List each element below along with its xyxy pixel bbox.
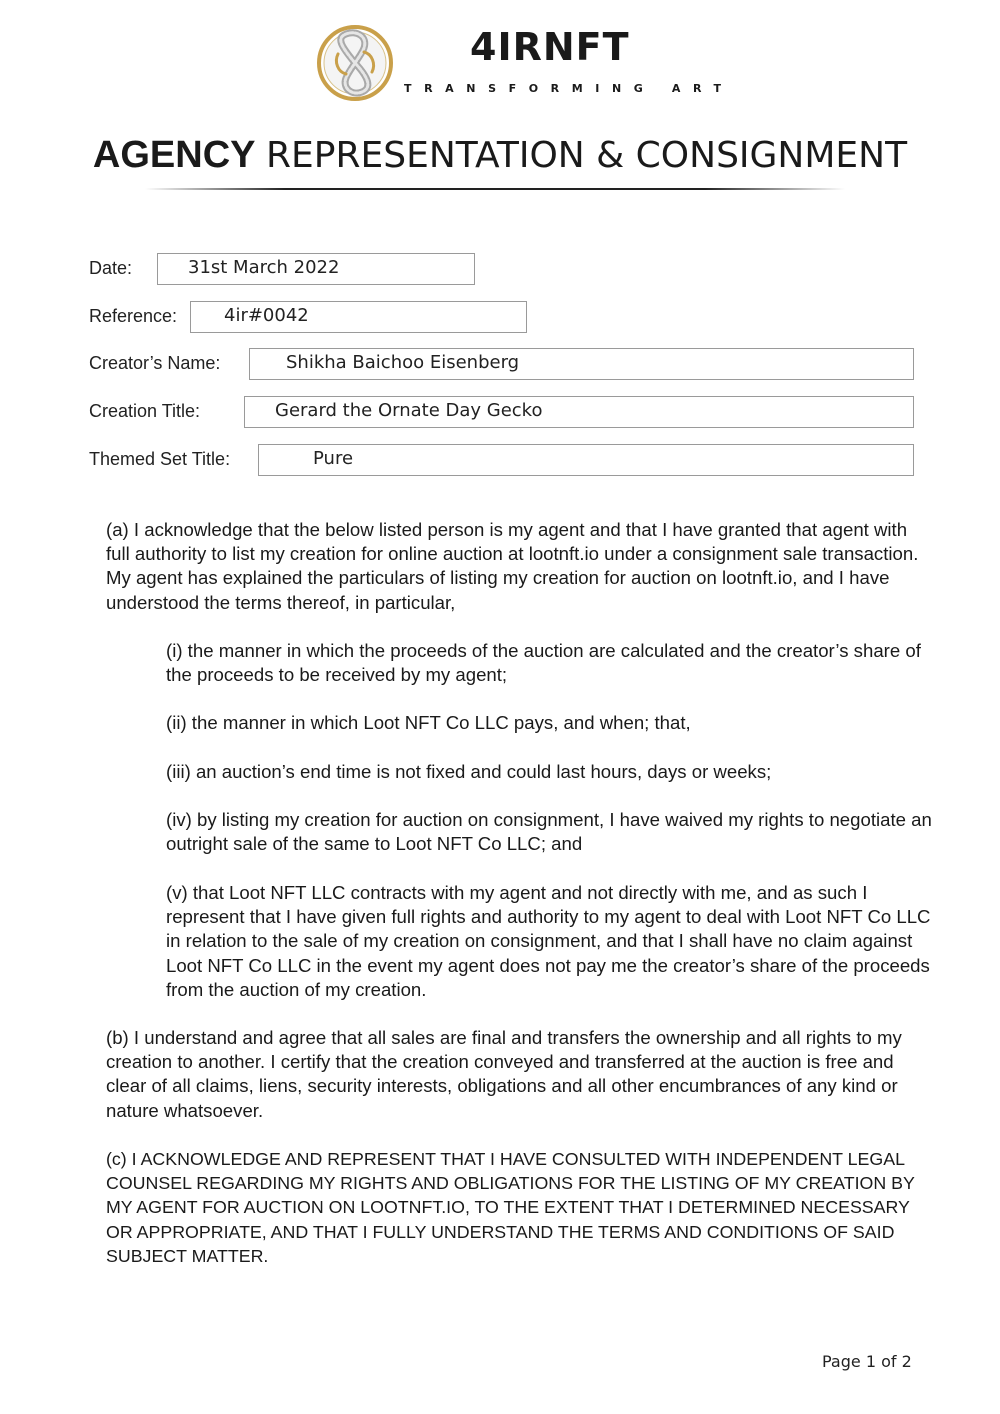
creator-name-value: Shikha Baichoo Eisenberg bbox=[286, 352, 520, 373]
creator-name-field[interactable] bbox=[249, 348, 914, 380]
title-rest: REPRESENTATION & CONSIGNMENT bbox=[266, 135, 908, 176]
creation-title-field[interactable] bbox=[244, 396, 914, 428]
brand-name: 4IRNFT bbox=[470, 25, 630, 69]
reference-field[interactable] bbox=[190, 301, 527, 333]
themed-set-title-field[interactable] bbox=[258, 444, 914, 476]
document-title bbox=[0, 136, 1000, 174]
brand-tagline: TRANSFORMING ART bbox=[404, 82, 734, 95]
date-field[interactable] bbox=[157, 253, 475, 285]
date-label: Date: bbox=[89, 258, 133, 278]
creation-title-value: Gerard the Ornate Day Gecko bbox=[275, 400, 543, 421]
reference-value: 4ir#0042 bbox=[224, 305, 309, 326]
themed-set-title-label: Themed Set Title: bbox=[89, 449, 231, 469]
clause-v: (v) that Loot NFT LLC contracts with my agent and not directly with me, and as such I represent that I have given full rights and authority to my agent to deal with Loot NFT Co LLC in relation to the sale of my creation on consignment, and that I shall have no claim against Loot NFT Co LLC in the event my agent does not pay me the creator’s share of the proceeds from the auction of my creation. bbox=[166, 882, 931, 1000]
page-number: Page 1 of 2 bbox=[822, 1352, 912, 1371]
title-bold: AGENCY bbox=[92, 134, 256, 176]
clause-a: (a) I acknowledge that the below listed person is my agent and that I have granted that agent with full authority to list my creation for online auction at lootnft.io under a consignment sale transaction. My agent has explained the particulars of listing my creation for auction on lootnft.io, and I have understood the terms thereof, in particular, bbox=[106, 519, 919, 613]
title-divider bbox=[145, 188, 845, 190]
clause-b: (b) I understand and agree that all sales are final and transfers the ownership and all rights to my creation to another. I certify that the creation conveyed and transferred at the auction is free and clear of all claims, liens, security interests, obligations and all other encumbrances of any kind or nature whatsoever. bbox=[106, 1027, 902, 1121]
date-value: 31st March 2022 bbox=[188, 257, 340, 278]
creator-name-label: Creator’s Name: bbox=[89, 353, 221, 373]
clause-iv: (iv) by listing my creation for auction on consignment, I have waived my rights to negotiate an outright sale of the same to Loot NFT Co LLC; and bbox=[166, 809, 932, 855]
themed-set-title-value: Pure bbox=[313, 448, 354, 469]
clause-ii: (ii) the manner in which Loot NFT Co LLC pays, and when; that, bbox=[166, 712, 691, 733]
brand-logo-icon bbox=[316, 24, 394, 102]
clause-i: (i) the manner in which the proceeds of the auction are calculated and the creator’s share of the proceeds to be received by my agent; bbox=[166, 640, 921, 686]
reference-label: Reference: bbox=[89, 306, 178, 326]
clause-c: (c) I ACKNOWLEDGE AND REPRESENT THAT I HAVE CONSULTED WITH INDEPENDENT LEGAL COUNSEL REGARDING MY RIGHTS AND OBLIGATIONS FOR THE LISTING OF MY CREATION BY MY AGENT FOR AUCTION ON LOOTNFT.IO, TO THE EXTENT THAT I DETERMINED NECESSARY OR APPROPRIATE, AND THAT I FULLY UNDERSTAND THE TERMS AND CONDITIONS OF SAID SUBJECT MATTER. bbox=[106, 1149, 915, 1266]
clause-iii: (iii) an auction’s end time is not fixed and could last hours, days or weeks; bbox=[166, 761, 772, 782]
creation-title-label: Creation Title: bbox=[89, 401, 201, 421]
